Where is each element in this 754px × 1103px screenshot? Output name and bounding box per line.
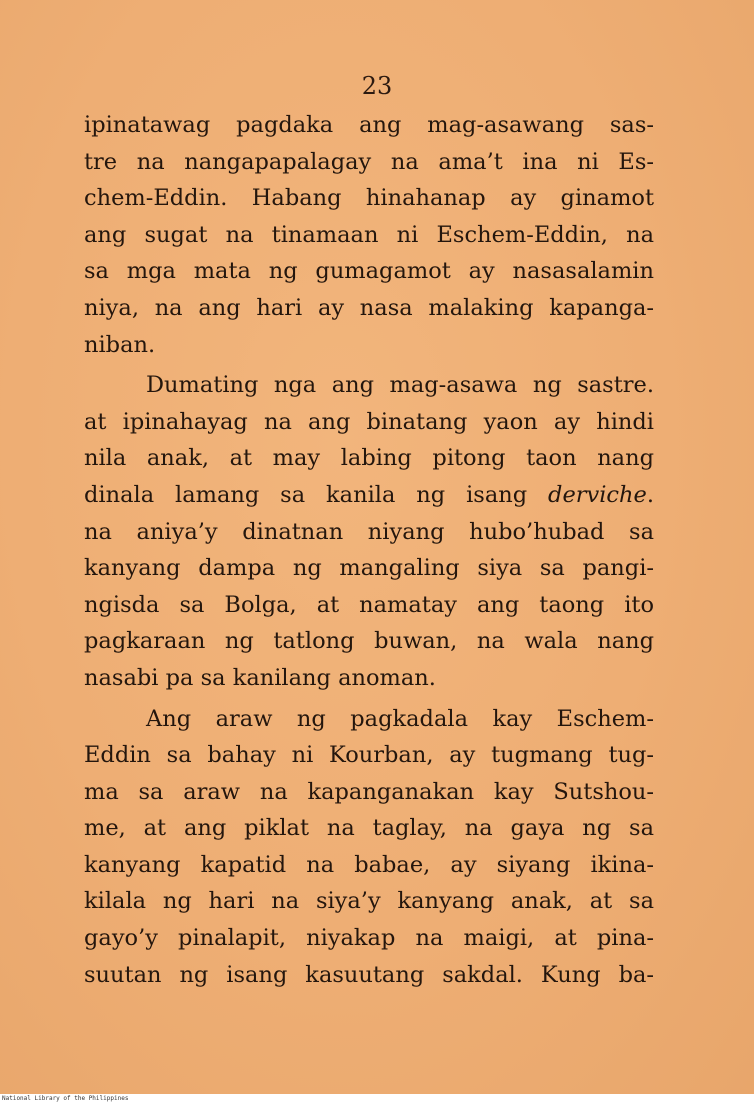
- text-line: pagkaraan ng tatlong buwan, na wala nang: [84, 628, 654, 655]
- page-number: 23: [361, 72, 393, 100]
- text-line: tre na nangapapalagay na ama’t ina ni Es-: [84, 148, 654, 175]
- text-line: suutan ng isang kasuutang sakdal. Kung ba-: [84, 961, 654, 988]
- text-line: ngisda sa Bolga, at namatay ang taong ito: [84, 591, 654, 618]
- text-line: ma sa araw na kapanganakan kay Sutshou-: [84, 778, 654, 805]
- body-text: [84, 107, 654, 993]
- text-line: Ang araw ng pagkadala kay Eschem-: [146, 705, 654, 732]
- library-footer: National Library of the Philippines: [2, 1095, 129, 1102]
- paragraph: [84, 701, 654, 994]
- text-line: ipinatawag pagdaka ang mag-asawang sas-: [84, 112, 654, 138]
- text-line: niban.: [84, 331, 156, 358]
- text-line: ang sugat na tinamaan ni Eschem-Eddin, na: [84, 221, 654, 248]
- text-line: nasabi pa sa kanilang anoman.: [84, 664, 436, 691]
- text-line: nila anak, at may labing pitong taon nang: [84, 445, 654, 472]
- text-line: niya, na ang hari ay nasa malaking kapanga-: [84, 294, 654, 321]
- text-line: Eddin sa bahay ni Kourban, ay tugmang tug-: [84, 742, 654, 769]
- italic-word: derviche: [548, 481, 647, 508]
- text-line: kilala ng hari na siya’y kanyang anak, at sa: [84, 888, 654, 915]
- paragraph: [84, 107, 654, 363]
- text-line: at ipinahayag na ang binatang yaon ay hindi: [84, 408, 654, 435]
- text-line: kanyang dampa ng mangaling siya sa pangi-: [84, 555, 654, 582]
- text-line: gayo’y pinalapit, niyakap na maigi, at pina-: [84, 925, 654, 952]
- text-line: dinala lamang sa kanila ng isang derviche.: [84, 481, 654, 508]
- text-line: Dumating nga ang mag-asawa ng sastre.: [146, 372, 654, 399]
- text-line: kanyang kapatid na babae, ay siyang ikina-: [84, 851, 654, 878]
- text-line: chem-Eddin. Habang hinahanap ay ginamot: [84, 185, 654, 212]
- text-line: me, at ang piklat na taglay, na gaya ng sa: [84, 815, 654, 842]
- text-line: sa mga mata ng gumagamot ay nasasalamin: [84, 258, 654, 285]
- text-line: na aniya’y dinatnan niyang hubo’hubad sa: [84, 518, 654, 545]
- paragraph: [84, 367, 654, 696]
